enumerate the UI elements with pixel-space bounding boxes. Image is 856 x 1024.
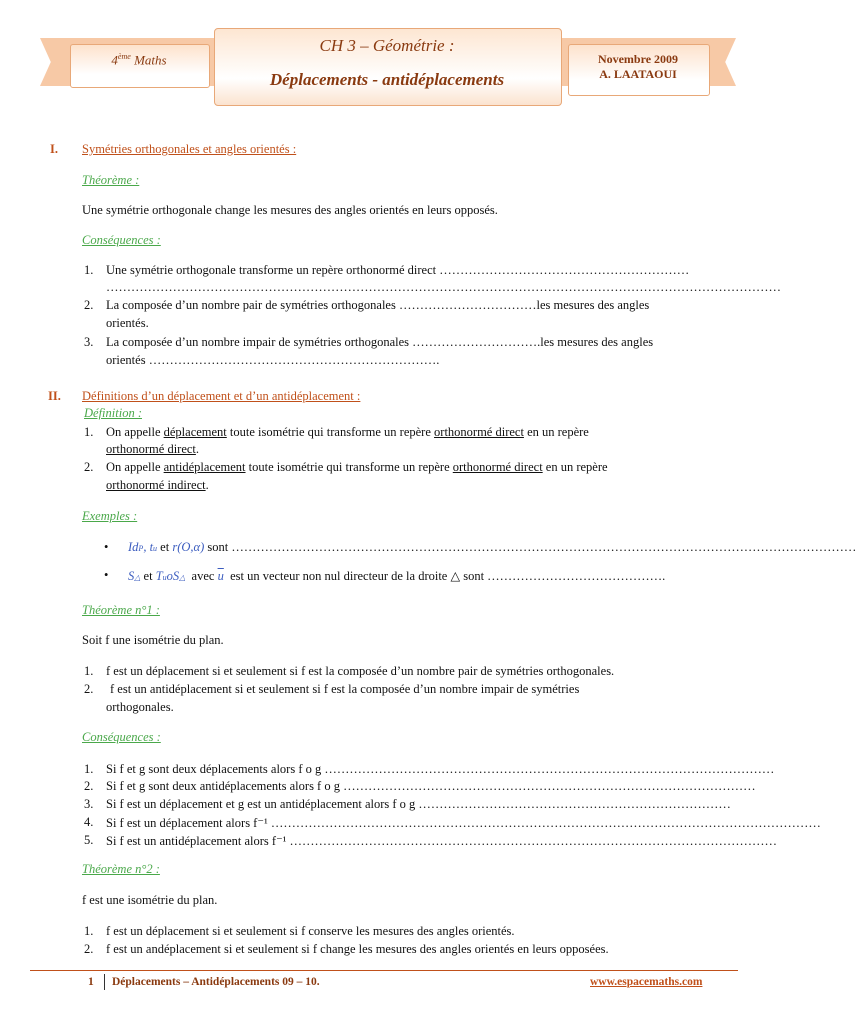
list-number: 3.	[84, 335, 94, 349]
definition-label: Définition :	[84, 406, 142, 420]
definition-1: On appelle déplacement toute isométrie qui transforme un repère orthonormé direct en un repère	[106, 425, 589, 439]
example-2: S△ et TuoS△ avec $\overline{u}$ est un vecteur non nul directeur de la droite △ sont …………………………………….	[128, 569, 666, 583]
consequences-label: Conséquences :	[82, 233, 161, 247]
bullet-icon: •	[104, 568, 109, 582]
footer-link[interactable]: www.espacemaths.com	[590, 976, 703, 988]
list-item: f est un andéplacement si et seulement si f change les mesures des angles orientés en leurs opposées.	[106, 942, 609, 956]
bullet-icon: •	[104, 540, 109, 554]
date-author	[574, 52, 702, 82]
section-1-number: I.	[50, 142, 58, 156]
date: Novembre 2009	[597, 52, 679, 66]
list-number: 1.	[84, 762, 94, 776]
theorem-2-intro: f est une isométrie du plan.	[82, 893, 218, 907]
section-2-number: II.	[48, 389, 61, 403]
list-item: Si f et g sont deux antidéplacements alors f o g ………………………………………………………………………………………	[106, 779, 756, 793]
list-item: f est un antidéplacement si et seulement si f est la composée d’un nombre impair de symétries	[110, 682, 580, 696]
list-item: f est un déplacement si et seulement si f conserve les mesures des angles orientés.	[106, 924, 515, 938]
list-number: 2.	[84, 779, 94, 793]
list-item: Si f et g sont deux déplacements alors f o g ………………………………………………………………………………………………	[106, 762, 775, 776]
theorem-label: Théorème :	[82, 173, 140, 187]
section-2-title: Définitions d’un déplacement et d’un antidéplacement :	[82, 389, 361, 403]
list-item: La composée d’un nombre pair de symétries orthogonales ……………………………les mesures des angles	[106, 298, 650, 312]
list-number: 5.	[84, 833, 94, 847]
list-number: 2.	[84, 460, 94, 474]
theorem-text: Une symétrie orthogonale change les mesures des angles orientés en leurs opposés.	[82, 203, 498, 217]
definition-1-continuation: orthonormé direct.	[106, 442, 200, 456]
definition-2: On appelle antidéplacement toute isométrie qui transforme un repère orthonormé direct en un repère	[106, 460, 608, 474]
examples-label: Exemples :	[82, 509, 138, 523]
list-number: 3.	[84, 797, 94, 811]
section-1-title: Symétries orthogonales et angles orientés :	[82, 142, 297, 156]
list-item-continuation: orthogonales.	[106, 700, 174, 714]
theorem-1-label: Théorème n°1 :	[82, 603, 160, 617]
page-number: 1	[88, 976, 94, 988]
list-item: Une symétrie orthogonale transforme un repère orthonormé direct ……………………………………………………	[106, 263, 690, 277]
list-item: Si f est un déplacement et g est un antidéplacement alors f o g …………………………………………………………………	[106, 797, 731, 811]
list-number: 1.	[84, 664, 94, 678]
definition-2-continuation: orthonormé indirect.	[106, 478, 209, 492]
list-item-continuation: orientés …………………………………………………………….	[106, 353, 440, 367]
list-item: f est un déplacement si et seulement si f est la composée d’un nombre pair de symétries orthogonales.	[106, 664, 615, 678]
theorem-2-label: Théorème n°2 :	[82, 862, 160, 876]
consequences-2-label: Conséquences :	[82, 730, 161, 744]
list-number: 2.	[84, 682, 94, 696]
chapter-title: CH 3 – Géométrie :	[319, 36, 455, 55]
list-number: 1.	[84, 425, 94, 439]
list-item: Si f est un déplacement alors f⁻¹ ……………………………………………………………………………………………………………………	[106, 816, 821, 830]
example-1: IdP, tu et r(O,α) sont ……………………………………………………………………………………………………………………………………	[128, 540, 856, 554]
chapter-subtitle: Déplacements - antidéplacements	[269, 70, 505, 89]
list-number: 2.	[84, 942, 94, 956]
footer-divider	[30, 970, 738, 971]
list-number: 1.	[84, 263, 94, 277]
footer-separator	[104, 974, 105, 990]
footer-title: Déplacements – Antidéplacements 09 – 10.	[112, 976, 320, 988]
list-number: 4.	[84, 815, 94, 829]
list-item: Si f est un antidéplacement alors f⁻¹ ………………………………………………………………………………………………………	[106, 834, 778, 848]
list-number: 1.	[84, 924, 94, 938]
author: A. LAATAOUI	[599, 67, 677, 81]
list-item-continuation: orientés.	[106, 316, 149, 330]
list-number: 2.	[84, 298, 94, 312]
level-label: 4ème Maths	[111, 52, 167, 68]
list-item: La composée d’un nombre impair de symétries orthogonales ………………………….les mesures des angles	[106, 335, 654, 349]
list-item-continuation: ………………………………………………………………………………………………………………………………………………	[106, 280, 781, 294]
theorem-1-intro: Soit f une isométrie du plan.	[82, 633, 224, 647]
